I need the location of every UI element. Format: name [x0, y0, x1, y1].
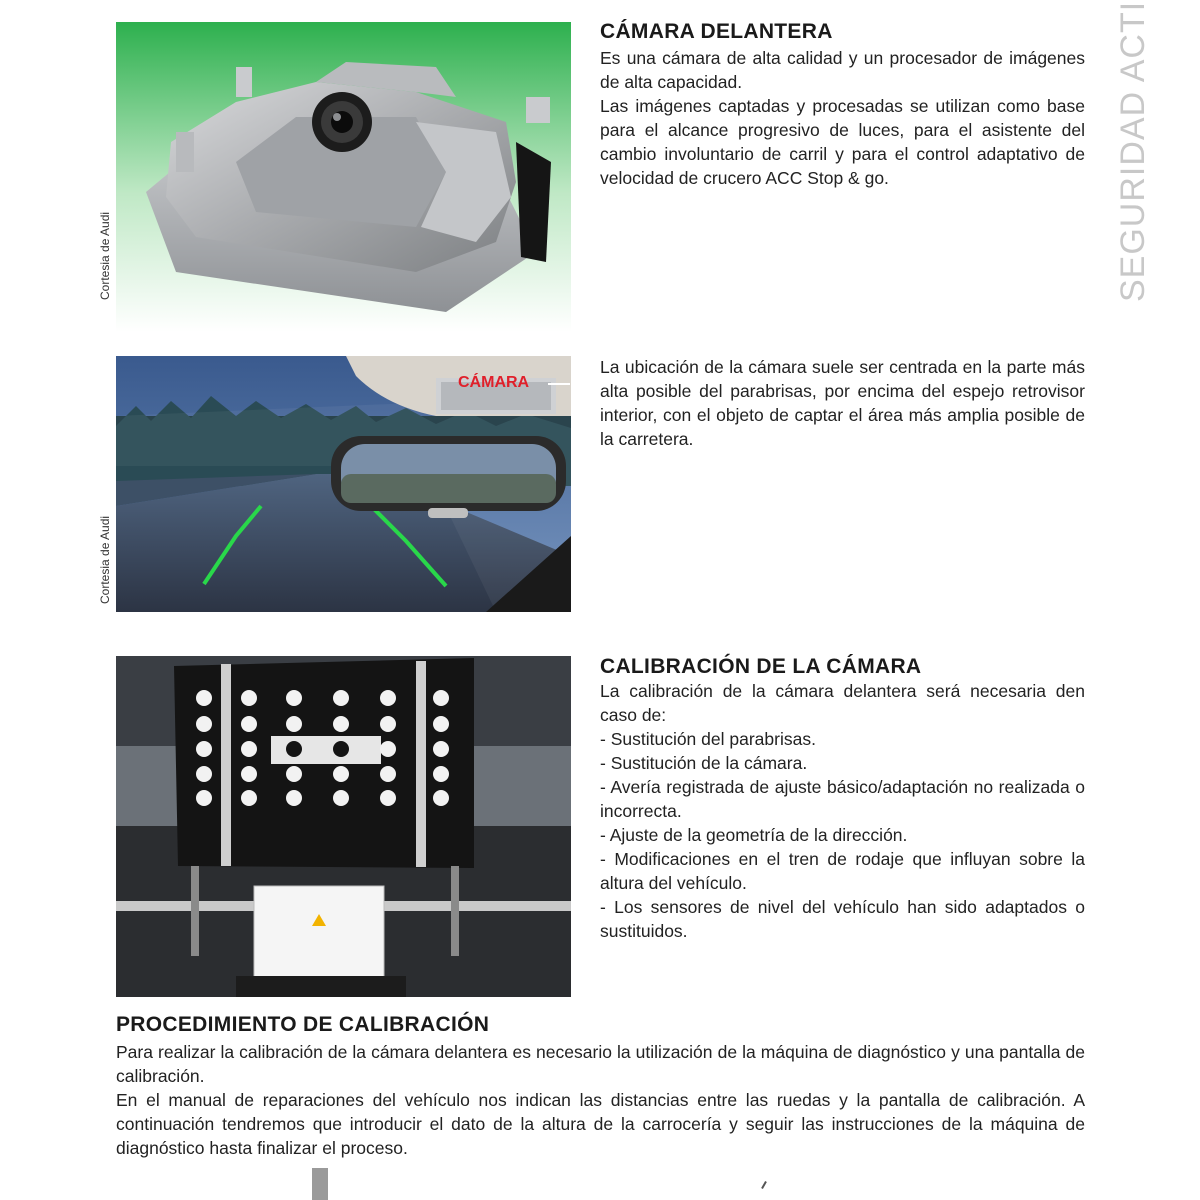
list-item: - Avería registrada de ajuste básico/adaptación no realizada o incorrecta.: [600, 777, 1085, 821]
section-title-camera-calibration: CALIBRACIÓN DE LA CÁMARA: [600, 655, 922, 678]
bottom-image-line: [761, 1181, 767, 1189]
camera-callout-line: [548, 383, 570, 385]
sidebar-label-text: SEGURIDAD ACTI: [1114, 0, 1152, 302]
camera-location-image: [116, 356, 571, 612]
paragraph: La ubicación de la cámara suele ser centrada en la parte más alta posible del parabrisas, por encima del espejo retrovisor interior, con el objeto de captar el área más amplia posible de la carretera.: [600, 357, 1085, 449]
list-item: - Modificaciones en el tren de rodaje que influyan sobre la altura del vehículo.: [600, 849, 1085, 893]
front-camera-image: [116, 22, 571, 332]
image-credit-1: Cortesia de Audi: [98, 211, 112, 300]
section-title-calibration-procedure: PROCEDIMIENTO DE CALIBRACIÓN: [116, 1013, 490, 1036]
camera-callout-label: CÁMARA: [458, 374, 530, 391]
camera-location-description: [600, 355, 1085, 451]
section-title-front-camera: CÁMARA DELANTERA: [600, 20, 833, 43]
list-item: - Sustitución de la cámara.: [600, 753, 808, 773]
paragraph: Es una cámara de alta calidad y un procesador de imágenes de alta capacidad.: [600, 48, 1085, 92]
calibration-conditions: [600, 679, 1085, 943]
paragraph: Para realizar la calibración de la cámara delantera es necesario la utilización de la máquina de diagnóstico y una pantalla de calibración.: [116, 1042, 1085, 1086]
paragraph: En el manual de reparaciones del vehículo nos indican las distancias entre las ruedas y la pantalla de calibración. A continuación tendremos que introducir el dato de la altura de la carrocería y seguir las instrucciones de la máquina de diagnóstico hasta finalizar el proceso.: [116, 1090, 1085, 1158]
sidebar-label: [1112, 0, 1172, 320]
image-credit-2: Cortesia de Audi: [98, 515, 112, 604]
front-camera-description: [600, 46, 1085, 190]
list-item: - Sustitución del parabrisas.: [600, 729, 816, 749]
paragraph: Las imágenes captadas y procesadas se utilizan como base para el alcance progresivo de luces, para el asistente del cambio involuntario de carril y para el control adaptativo de velocidad de crucero ACC Stop & go.: [600, 96, 1085, 188]
list-item: - Los sensores de nivel del vehículo han sido adaptados o sustituidos.: [600, 897, 1085, 941]
calibration-board-image: [116, 656, 571, 997]
calibration-intro: La calibración de la cámara delantera será necesaria den caso de:: [600, 681, 1085, 725]
list-item: - Ajuste de la geometría de la dirección.: [600, 825, 908, 845]
front-camera-illustration: [116, 22, 571, 332]
windshield-view-illustration: [116, 356, 571, 612]
calibration-board-illustration: [116, 656, 571, 997]
calibration-procedure-text: [116, 1040, 1085, 1160]
bottom-image-fragment: [312, 1168, 328, 1200]
